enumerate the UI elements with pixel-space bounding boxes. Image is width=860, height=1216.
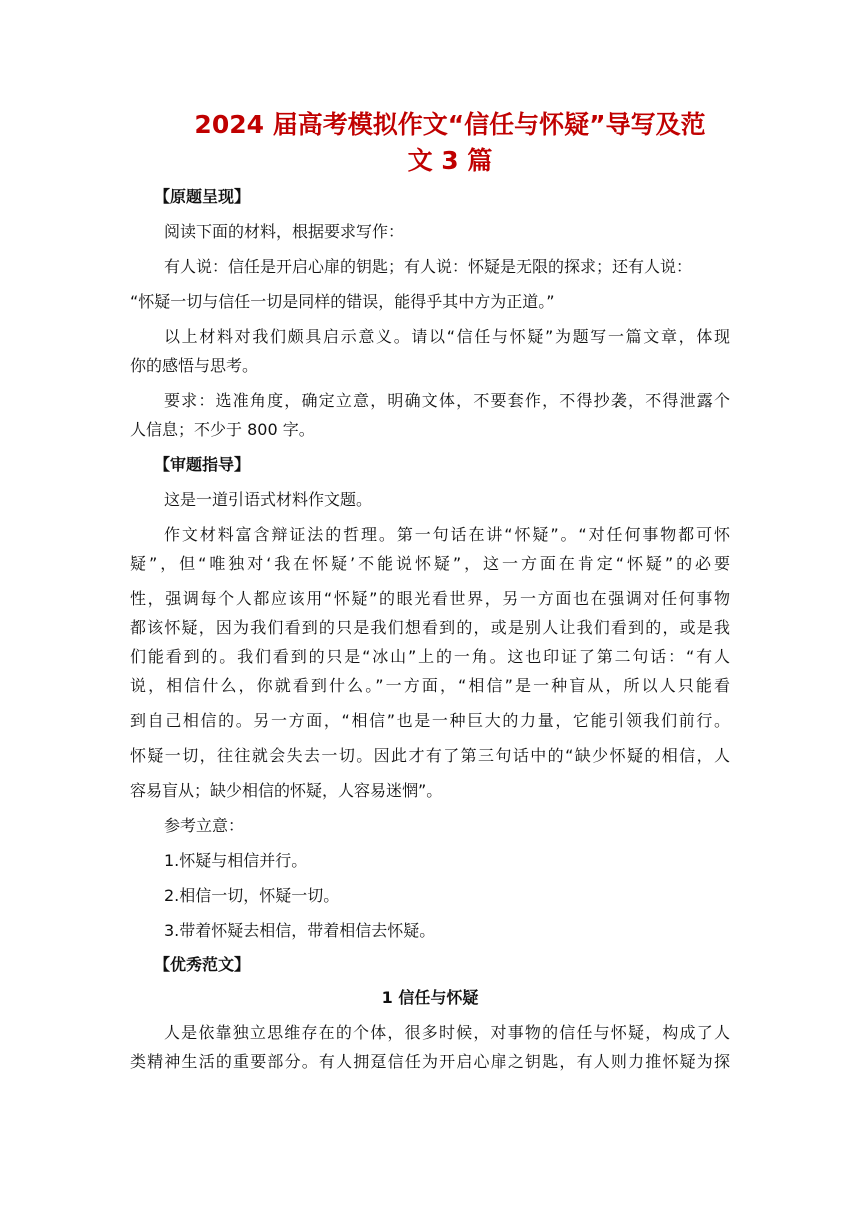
paragraph-material-line-1: 有人说：信任是开启心扉的钥匙；有人说：怀疑是无限的探求；还有人说： <box>164 257 693 276</box>
paragraph-analysis-line-4: 都该怀疑，因为我们看到的只是我们想看到的，或是别人让我们看到的，或是我 <box>130 618 730 637</box>
paragraph-analysis-line-2: 疑”，但“唯独对‘我在怀疑’不能说怀疑”，这一方面在肯定“怀疑”的必要 <box>130 554 730 573</box>
section-heading-essay: 【优秀范文】 <box>154 955 251 974</box>
paragraph-analysis-line-1: 作文材料富含辩证法的哲理。第一句话在讲“怀疑”。“对任何事物都可怀 <box>164 525 730 544</box>
paragraph-prompt-line-1: 以上材料对我们颇具启示意义。请以“信任与怀疑”为题写一篇文章，体现 <box>164 327 730 346</box>
reference-label: 参考立意： <box>164 816 245 835</box>
paragraph-analysis-line-5: 们能看到的。我们看到的只是“冰山”上的一角。这也印证了第二句话：“有人 <box>130 647 730 666</box>
paragraph-material-line-2: “怀疑一切与信任一切是同样的错误，能得乎其中方为正道。” <box>130 292 555 311</box>
paragraph-read: 阅读下面的材料，根据要求写作： <box>164 222 405 241</box>
paragraph-analysis-line-8: 怀疑一切，往往就会失去一切。因此才有了第三句话中的“缺少怀疑的相信，人 <box>130 746 730 765</box>
essay-title: 1 信任与怀疑 <box>381 988 479 1007</box>
paragraph-requirement-line-1: 要求：选准角度，确定立意，明确文体，不要套作，不得抄袭，不得泄露个 <box>164 391 730 410</box>
doc-title-line-1: 2024 届高考模拟作文“信任与怀疑”导写及范 <box>194 110 706 139</box>
section-heading-guide: 【审题指导】 <box>154 455 251 474</box>
paragraph-analysis-line-3: 性，强调每个人都应该用“怀疑”的眼光看世界，另一方面也在强调对任何事物 <box>130 589 730 608</box>
paragraph-type: 这是一道引语式材料作文题。 <box>164 490 373 509</box>
doc-title-line-2: 文 3 篇 <box>407 146 493 175</box>
paragraph-analysis-line-6: 说，相信什么，你就看到什么。”一方面，“相信”是一种盲从，所以人只能看 <box>130 676 730 695</box>
paragraph-analysis-line-9: 容易盲从；缺少相信的怀疑，人容易迷惘”。 <box>130 781 443 800</box>
paragraph-analysis-line-7: 到自己相信的。另一方面，“相信”也是一种巨大的力量，它能引领我们前行。 <box>130 711 730 730</box>
reference-item-3: 3.带着怀疑去相信，带着相信去怀疑。 <box>164 921 436 940</box>
paragraph-requirement-line-2: 人信息；不少于 800 字。 <box>130 420 315 439</box>
section-heading-original: 【原题呈现】 <box>154 187 251 206</box>
paragraph-prompt-line-2: 你的感悟与思考。 <box>130 356 259 375</box>
reference-item-2: 2.相信一切，怀疑一切。 <box>164 886 340 905</box>
essay-paragraph-line-1: 人是依靠独立思维存在的个体，很多时候，对事物的信任与怀疑，构成了人 <box>164 1023 730 1042</box>
reference-item-1: 1.怀疑与相信并行。 <box>164 851 308 870</box>
essay-paragraph-line-2: 类精神生活的重要部分。有人拥趸信任为开启心扉之钥匙，有人则力推怀疑为探 <box>130 1052 730 1071</box>
